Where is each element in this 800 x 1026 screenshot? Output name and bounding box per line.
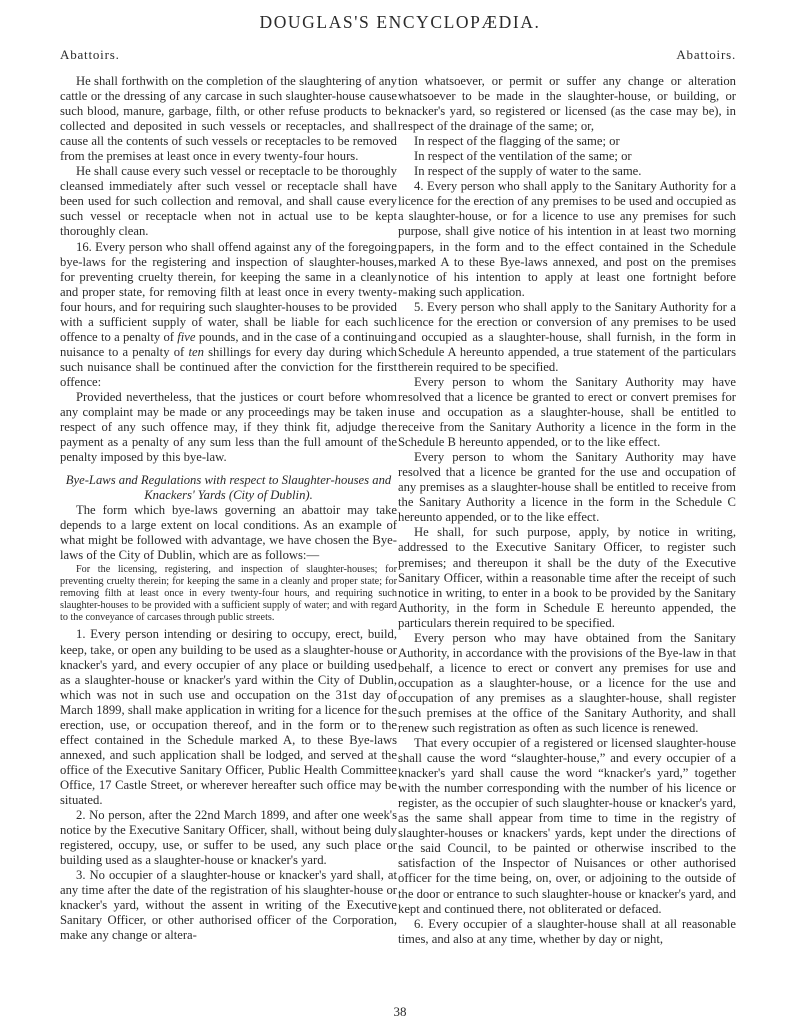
paragraph: Every person to whom the Sanitary Authority may have resolved that a licence be granted to erect or convert premises for use and occupation as a slaughter-house, shall be entitled to receive from the Sanitary Authority a licence in the form in the Schedule B hereunto appended, or to the like effect. (398, 374, 736, 450)
list-item: In respect of the flagging of the same; or (414, 134, 620, 149)
paragraph: He shall forthwith on the completion of the slaughtering of any cattle or the dressing of any carcase in such slaughter-house cause such blood, manure, garbage, filth, or other refuse products to be collected and deposited in such vessels or receptacles, and shall cause all the contents of such vessels or receptacles to be removed from the premises at least once in every twenty-four hours. (60, 74, 397, 164)
list-item: In respect of the ventilation of the same; or (414, 149, 632, 164)
section-heading (60, 473, 397, 503)
paragraph: Every person to whom the Sanitary Authority may have resolved that a licence be granted for the use and occupation of any premises as a slaughter-house shall be entitled to receive from the Sanitary Authority a licence in the form in the Schedule C hereunto appended, or to the like effect. (398, 450, 736, 525)
bye-law-3: 3. No occupier of a slaughter-house or knacker's yard shall, at any time after the date of the registration of his slaughter-house or knacker's yard, without the assent in writing of the Executive Sanitary Officer, or other authorised officer of the Corporation, make any change or altera- (60, 868, 397, 943)
bye-law-2: 2. No person, after the 22nd March 1899, and after one week's notice by the Executive Sanitary Officer, shall, without being duly registered, occupy, use, or suffer to be used, any such place or building used as a slaughter-house or knacker's yard. (60, 808, 397, 868)
preamble-small-print: For the licensing, registering, and inspection of slaughter-houses; for preventing cruelty therein; for keeping the same in a cleanly and proper state; for removing filth at least once in every twenty-four hours, and requiring such slaughter-houses to be provided with a sufficient supply of water; and with regard to the conveyance of carcases through public streets. (60, 564, 397, 624)
text-run: pounds, and in the case of a continuing nuisance to a penalty of (60, 329, 397, 359)
paragraph: He shall, for such purpose, apply, by notice in writing, addressed to the Executive Sanitary Officer, to register such premises; and thereupon it shall be the duty of the Executive Sanitary Officer, within a reasonable time after the receipt of such notice in writing, to enter in a book to be provided by the Sanitary Authority, in the form in Schedule E hereunto appended, the particulars therein required to be specified. (398, 525, 736, 630)
list-item: In respect of the supply of water to the same. (414, 164, 642, 179)
paragraph-16 (60, 240, 397, 390)
left-column (60, 74, 397, 943)
paragraph: Every person who may have obtained from the Sanitary Authority, in accordance with the provisions of the Bye-law in that behalf, a licence to erect or convert any premises for use and occupation as a slaughter-house, or a licence for the use and occupation of any premises as a slaughter-house, shall register such premises at the office of the Sanitary Authority, and shall renew such registration as often as such licence is renewed. (398, 630, 736, 736)
paragraph: That every occupier of a registered or licensed slaughter-house shall cause the word “slaughter-house,” and every occupier of a knacker's yard shall cause the word “knacker's yard,” together with the number corresponding with the number of his licence or register, as the occupier of such slaughter-house or knacker's yard, as the same shall appear from time to time in the registry of slaughter-houses or knackers' yards, kept under the directions of the said Council, to be painted or otherwise inscribed to the satisfaction of the Inspector of Nuisances or other authorised officer for the time being, on, over, or adjoining to the outside of the door or entrance to such slaughter-house or knacker's yard, and kept and continued there, not obliterated or defaced. (398, 736, 736, 916)
section-header-right: Abattoirs. (676, 47, 736, 62)
heading-text: Bye-Laws and Regulations with respect to Slaughter-houses and Knackers' Yards ( (65, 472, 392, 502)
emphasis: ten (188, 344, 204, 359)
paragraph-continued: tion whatsoever, or permit or suffer any change or alteration whatsoever to be made in the slaughter-house, or building, or knacker's yard, so registered or licensed (as the case may be), in respect of the drainage of the same; or, (398, 74, 736, 134)
heading-city: City of Dublin (233, 487, 306, 502)
emphasis: five (177, 329, 196, 344)
paragraph: He shall cause every such vessel or receptacle to be thoroughly cleansed immediately after such vessel or receptacle shall have been used for such collection and removal, and shall cause every such vessel or receptacle when not in actual use to be kept thoroughly clean. (60, 164, 397, 239)
bye-law-5: 5. Every person who shall apply to the Sanitary Authority for a licence for the erection or conversion of any premises to be used and occupied as a slaughter-house, shall furnish, in the form in Schedule A hereunto appended, a true statement of the particulars therein required to be specified. (398, 299, 736, 374)
page-number: 38 (393, 1004, 407, 1019)
right-column (398, 74, 736, 947)
text-run: shillings for every day during which such nuisance shall be continued after the conviction for the first offence: (60, 344, 398, 389)
bye-law-6: 6. Every occupier of a slaughter-house shall at all reasonable times, and also at any time, whether by day or night, (398, 916, 736, 946)
heading-text: ). (305, 487, 313, 502)
section-header-left: Abattoirs. (60, 47, 120, 62)
paragraph-proviso: Provided nevertheless, that the justices or court before whom any complaint may be made or any proceedings may be taken in respect of any such offence may, if they think fit, adjudge the payment as a penalty of any sum less than the full amount of the penalty imposed by this bye-law. (60, 389, 397, 465)
bye-law-1: 1. Every person intending or desiring to occupy, erect, build, keep, take, or open any building to be used as a slaughter-house or knacker's yard, and every occupier of any place or building used as a slaughter-house or knacker's yard within the City of Dublin, which was not in such use and occupation on the 31st day of March 1899, shall make application in writing for a licence for the erection, use, or occupation thereof, and in the form or to the effect contained in the Schedule marked A, to these Bye-laws annexed, and such application shall be lodged, and served at the office of the Executive Sanitary Officer, Public Health Committee Office, 17 Castle Street, or wherever hereafter such office may be situated. (60, 627, 397, 807)
bye-law-4: 4. Every person who shall apply to the Sanitary Authority for a licence for the erection of any premises to be used and occupied as a slaughter-house, or for a licence to use any premises for such purpose, shall give notice of his intention in at least two morning papers, in the form and to the effect contained in the Schedule marked A to these Bye-laws annexed, and post on the premises notice of his intention to apply at least one fortnight before making such application. (398, 179, 736, 299)
paragraph: The form which bye-laws governing an abattoir may take depends to a large extent on local conditions. As an example of what might be followed with advantage, we have chosen the Bye-laws of the City of Dublin, which are as follows:— (60, 502, 397, 562)
text-run: 16. Every person who shall offend against any of the foregoing bye-laws for the registering and inspection of slaughter-houses, for preventing cruelty therein, for keeping the same in a cleanly and proper state, for removing filth at least once in every twenty-four hours, and for requiring such slaughter-houses to be provided with a sufficient supply of water, shall be liable for each such offence to a penalty of (60, 239, 397, 344)
page-title: DOUGLAS'S ENCYCLOPÆDIA. (259, 12, 541, 32)
